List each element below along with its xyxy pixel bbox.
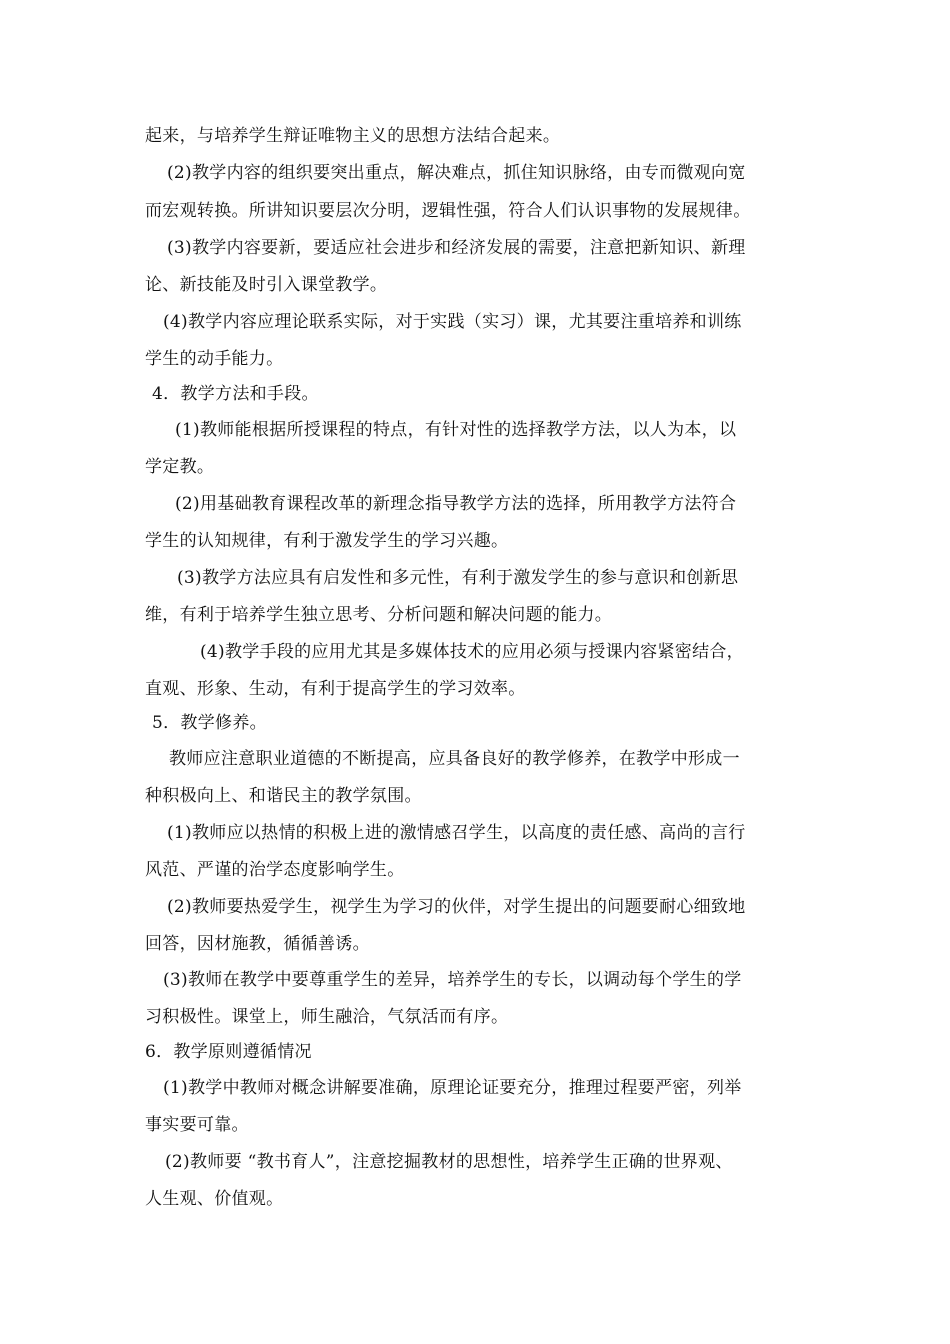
text-line: 学定教。 bbox=[145, 457, 215, 477]
text-line: (1)教师能根据所授课程的特点，有针对性的选择教学方法，以人为本，以 bbox=[175, 420, 737, 440]
text-line: 人生观、价值观。 bbox=[145, 1189, 284, 1209]
text-line: 学生的认知规律，有利于激发学生的学习兴趣。 bbox=[145, 531, 509, 551]
text-line: (2)教师要 “教书育人”，注意挖掘教材的思想性，培养学生正确的世界观、 bbox=[165, 1152, 733, 1172]
section-heading: 5．教学修养。 bbox=[152, 713, 267, 733]
text-line: (3)教学内容要新，要适应社会进步和经济发展的需要，注意把新知识、新理 bbox=[167, 238, 746, 258]
text-line: 习积极性。课堂上，师生融洽，气氛活而有序。 bbox=[145, 1007, 509, 1027]
text-line: 种积极向上、和谐民主的教学氛围。 bbox=[145, 786, 422, 806]
text-line: (3)教学方法应具有启发性和多元性，有利于激发学生的参与意识和创新思 bbox=[177, 568, 739, 588]
text-line: (4)教学手段的应用尤其是多媒体技术的应用必须与授课内容紧密结合， bbox=[200, 642, 744, 662]
text-line: 回答，因材施教，循循善诱。 bbox=[145, 934, 370, 954]
text-line: 而宏观转换。所讲知识要层次分明，逻辑性强，符合人们认识事物的发展规律。 bbox=[145, 201, 751, 221]
text-line: 风范、严谨的治学态度影响学生。 bbox=[145, 860, 405, 880]
text-line: 教师应注意职业道德的不断提高，应具备良好的教学修养，在教学中形成一 bbox=[169, 749, 740, 769]
text-line: 起来，与培养学生辩证唯物主义的思想方法结合起来。 bbox=[145, 126, 561, 146]
text-line: 事实要可靠。 bbox=[145, 1115, 249, 1135]
text-line: (1)教师应以热情的积极上进的激情感召学生，以高度的责任感、高尚的言行 bbox=[167, 823, 746, 843]
text-line: (2)教师要热爱学生，视学生为学习的伙伴，对学生提出的问题要耐心细致地 bbox=[167, 897, 746, 917]
text-line: (1)教学中教师对概念讲解要准确，原理论证要充分，推理过程要严密，列举 bbox=[163, 1078, 742, 1098]
section-heading: 4．教学方法和手段。 bbox=[152, 384, 319, 404]
text-line: 维，有利于培养学生独立思考、分析问题和解决问题的能力。 bbox=[145, 605, 613, 625]
text-line: (3)教师在教学中要尊重学生的差异，培养学生的专长，以调动每个学生的学 bbox=[163, 970, 742, 990]
text-line: 学生的动手能力。 bbox=[145, 349, 284, 369]
text-line: (2)用基础教育课程改革的新理念指导教学方法的选择，所用教学方法符合 bbox=[175, 494, 737, 514]
text-line: 论、新技能及时引入课堂教学。 bbox=[145, 275, 388, 295]
text-line: (4)教学内容应理论联系实际，对于实践（实习）课，尤其要注重培养和训练 bbox=[163, 312, 742, 332]
text-line: 直观、形象、生动，有利于提高学生的学习效率。 bbox=[145, 679, 526, 699]
text-line: (2)教学内容的组织要突出重点，解决难点，抓住知识脉络，由专而微观向宽 bbox=[167, 163, 746, 183]
section-heading: 6．教学原则遵循情况 bbox=[145, 1042, 312, 1062]
